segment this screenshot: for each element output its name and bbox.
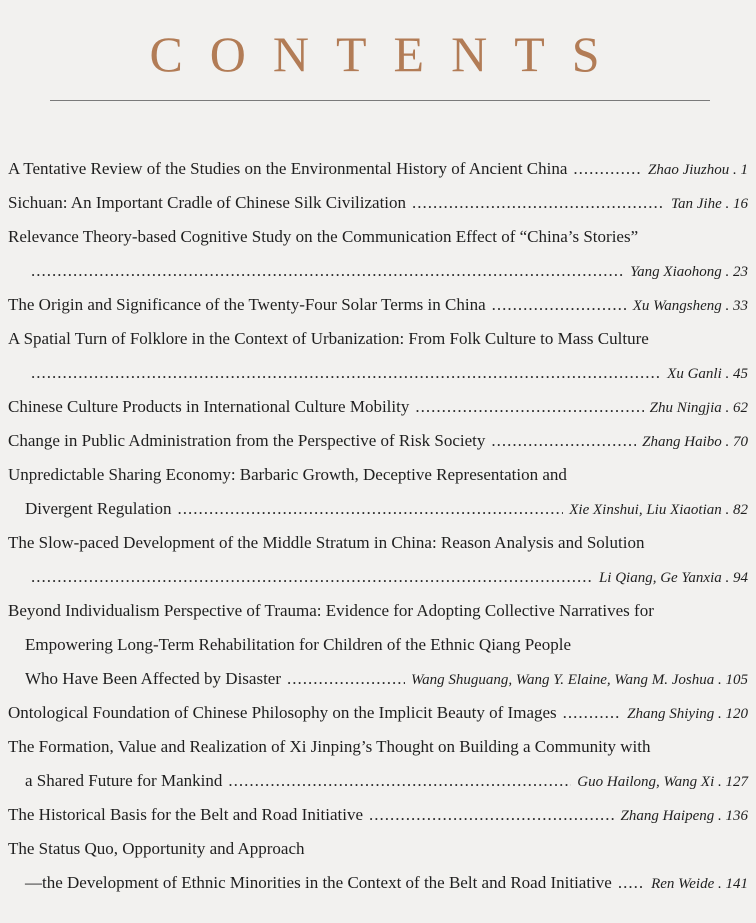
dot-leader bbox=[563, 696, 622, 730]
toc-line bbox=[0, 492, 756, 526]
dot-leader bbox=[415, 390, 643, 424]
dot-leader bbox=[492, 288, 627, 322]
toc-entry-author-page: Xu Ganli . 45 bbox=[667, 366, 748, 382]
toc-line bbox=[0, 866, 756, 900]
toc-entry-title: a Shared Future for Mankind bbox=[25, 771, 223, 790]
toc-entry-author-page: Ren Weide . 141 bbox=[651, 876, 748, 892]
toc-line bbox=[0, 764, 756, 798]
toc-line bbox=[0, 594, 756, 628]
dot-leader bbox=[573, 152, 642, 186]
heading-divider bbox=[50, 100, 710, 101]
toc-line bbox=[0, 288, 756, 322]
toc-entry-title: —the Development of Ethnic Minorities in the Context of the Belt and Road Initiative bbox=[25, 873, 612, 892]
dot-leader bbox=[287, 662, 405, 696]
toc-entry-title: Who Have Been Affected by Disaster bbox=[25, 669, 282, 688]
toc-line bbox=[0, 526, 756, 560]
dot-leader bbox=[31, 560, 593, 594]
toc-entry-title: Sichuan: An Important Cradle of Chinese Silk Civilization bbox=[8, 193, 407, 212]
dot-leader bbox=[618, 866, 645, 900]
toc-line bbox=[0, 696, 756, 730]
toc-entry-title: Divergent Regulation bbox=[25, 499, 172, 518]
dot-leader bbox=[228, 764, 571, 798]
toc-line bbox=[0, 424, 756, 458]
toc-entry-title: Ontological Foundation of Chinese Philosophy on the Implicit Beauty of Images bbox=[8, 703, 557, 722]
toc-entry-title: The Historical Basis for the Belt and Road Initiative bbox=[8, 805, 364, 824]
toc-entry-title: A Tentative Review of the Studies on the Environmental History of Ancient China bbox=[8, 159, 568, 178]
table-of-contents bbox=[0, 152, 756, 900]
toc-line bbox=[0, 730, 756, 764]
toc-entry-title: The Origin and Significance of the Twenty-Four Solar Terms in China bbox=[8, 295, 486, 314]
dot-leader bbox=[31, 254, 624, 288]
toc-line bbox=[0, 152, 756, 186]
dot-leader bbox=[412, 186, 665, 220]
toc-entry-title: The Status Quo, Opportunity and Approach bbox=[8, 839, 305, 858]
toc-entry-author-page: Zhu Ningjia . 62 bbox=[649, 400, 748, 416]
toc-entry-title: Empowering Long-Term Rehabilitation for Children of the Ethnic Qiang People bbox=[25, 635, 571, 654]
toc-line bbox=[0, 322, 756, 356]
toc-entry-title: Change in Public Administration from the Perspective of Risk Society bbox=[8, 431, 486, 450]
toc-entry-title: Unpredictable Sharing Economy: Barbaric Growth, Deceptive Representation and bbox=[8, 465, 567, 484]
toc-entry-title: The Formation, Value and Realization of Xi Jinping’s Thought on Building a Community with bbox=[8, 737, 651, 756]
toc-line bbox=[0, 356, 756, 390]
toc-line bbox=[0, 832, 756, 866]
toc-entry-title: Beyond Individualism Perspective of Trauma: Evidence for Adopting Collective Narratives for bbox=[8, 601, 654, 620]
toc-line bbox=[0, 186, 756, 220]
dot-leader bbox=[31, 356, 661, 390]
toc-entry-author-page: Zhao Jiuzhou . 1 bbox=[647, 162, 748, 178]
toc-entry-author-page: Yang Xiaohong . 23 bbox=[630, 264, 748, 280]
toc-entry-title: Chinese Culture Products in International Culture Mobility bbox=[8, 397, 410, 416]
toc-entry-author-page: Guo Hailong, Wang Xi . 127 bbox=[577, 774, 748, 790]
dot-leader bbox=[178, 492, 564, 526]
toc-entry-title: The Slow-paced Development of the Middle Stratum in China: Reason Analysis and Solution bbox=[8, 533, 645, 552]
toc-entry-author-page: Wang Shuguang, Wang Y. Elaine, Wang M. Joshua . 105 bbox=[411, 672, 748, 688]
toc-line bbox=[0, 390, 756, 424]
dot-leader bbox=[491, 424, 636, 458]
toc-line bbox=[0, 662, 756, 696]
toc-entry-author-page: Tan Jihe . 16 bbox=[671, 196, 748, 212]
toc-line bbox=[0, 628, 756, 662]
toc-entry-author-page: Zhang Shiying . 120 bbox=[627, 706, 748, 722]
toc-entry-author-page: Zhang Haipeng . 136 bbox=[620, 808, 748, 824]
toc-line bbox=[0, 220, 756, 254]
toc-entry-title: Relevance Theory-based Cognitive Study on the Communication Effect of “China’s Stories” bbox=[8, 227, 639, 246]
toc-line bbox=[0, 560, 756, 594]
toc-entry-author-page: Zhang Haibo . 70 bbox=[642, 434, 748, 450]
toc-entry-title: A Spatial Turn of Folklore in the Context of Urbanization: From Folk Culture to Mass Culture bbox=[8, 329, 649, 348]
toc-line bbox=[0, 254, 756, 288]
contents-heading: CONTENTS bbox=[149, 26, 627, 82]
toc-entry-author-page: Xu Wangsheng . 33 bbox=[632, 298, 748, 314]
toc-entry-author-page: Li Qiang, Ge Yanxia . 94 bbox=[598, 570, 748, 586]
dot-leader bbox=[369, 798, 614, 832]
toc-line bbox=[0, 798, 756, 832]
toc-line bbox=[0, 458, 756, 492]
toc-entry-author-page: Xie Xinshui, Liu Xiaotian . 82 bbox=[569, 502, 748, 518]
